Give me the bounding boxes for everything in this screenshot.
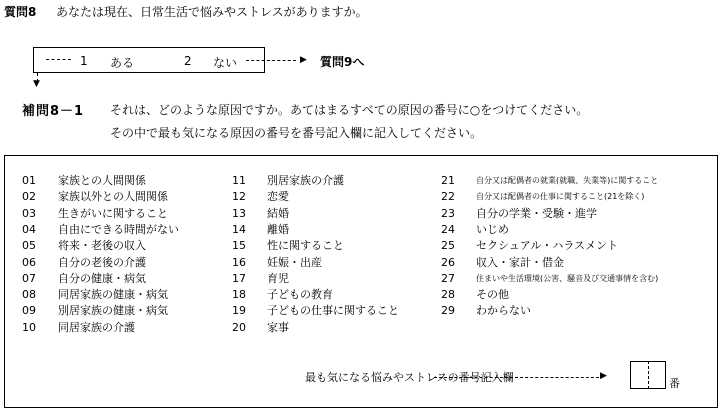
cause-label: 別居家族の介護 xyxy=(267,174,344,187)
arrow-right-icon: ▶ xyxy=(300,55,307,65)
goto-instruction: 質問9へ xyxy=(320,55,365,69)
dashed-connector xyxy=(434,377,599,378)
cause-label: 性に関すること xyxy=(267,239,344,253)
answer-1-label[interactable]: ある xyxy=(110,56,135,70)
cause-label: 自分の健康・病気 xyxy=(58,271,146,285)
cause-number: 22 xyxy=(441,190,455,204)
cause-label: 生きがいに関すること xyxy=(58,206,168,220)
cause-number: 23 xyxy=(441,206,455,220)
cause-label: 子どもの教育 xyxy=(267,288,333,302)
cause-number: 19 xyxy=(232,304,246,318)
sub-question-instruction: その中で最も気になる原因の番号を番号記入欄に記入してください。 xyxy=(110,126,483,140)
cause-number: 09 xyxy=(22,304,36,318)
cause-number: 04 xyxy=(22,222,36,236)
cause-label: わからない xyxy=(476,304,531,318)
cause-label: 自分又は配偶者の仕事に関すること(21を除く) xyxy=(476,192,645,202)
answer-1-number[interactable]: 1 xyxy=(80,54,88,68)
cause-label: 将来・老後の収入 xyxy=(58,239,146,253)
cause-number: 06 xyxy=(22,255,36,269)
cause-label: 家事 xyxy=(267,320,289,334)
cause-number: 10 xyxy=(22,320,36,334)
cause-number: 14 xyxy=(232,222,246,236)
cause-number: 18 xyxy=(232,288,246,302)
arrow-right-icon: ▶ xyxy=(600,371,607,381)
cause-number: 07 xyxy=(22,271,36,285)
cause-number: 13 xyxy=(232,206,246,220)
cause-label: 育児 xyxy=(267,271,289,285)
cause-label: 同居家族の介護 xyxy=(58,320,135,334)
entry-field-divider xyxy=(648,361,649,389)
sub-question-number: 補問8－1 xyxy=(22,104,85,119)
entry-unit-label: 番 xyxy=(669,377,680,390)
cause-number: 01 xyxy=(22,174,36,187)
dashed-connector xyxy=(246,60,296,61)
arrow-down-icon: ▼ xyxy=(33,79,40,89)
cause-label: セクシュアル・ハラスメント xyxy=(476,239,619,253)
cause-label: 同居家族の健康・病気 xyxy=(58,288,168,302)
cause-number: 16 xyxy=(232,255,246,269)
cause-label: 家族以外との人間関係 xyxy=(58,190,168,204)
cause-number: 02 xyxy=(22,190,36,204)
sub-question-text: それは、どのような原因ですか。あてはまるすべての原因の番号に○をつけてください。 xyxy=(110,103,589,117)
cause-number: 24 xyxy=(441,222,455,236)
cause-label: 妊娠・出産 xyxy=(267,255,322,269)
cause-label: 子どもの仕事に関すること xyxy=(267,304,399,318)
cause-label: 別居家族の健康・病気 xyxy=(58,304,168,318)
cause-number: 27 xyxy=(441,271,455,285)
cause-label: 住まいや生活環境(公害、騒音及び交通事情を含む) xyxy=(476,273,659,283)
cause-label: 自分の学業・受験・進学 xyxy=(476,206,597,220)
cause-number: 26 xyxy=(441,255,455,269)
cause-number: 28 xyxy=(441,288,455,302)
cause-number: 17 xyxy=(232,271,246,285)
cause-label: 自分又は配偶者の就業(就職、失業等)に関すること xyxy=(476,176,659,185)
cause-number: 11 xyxy=(232,174,246,187)
cause-label: 家族との人間関係 xyxy=(58,174,146,187)
cause-label: 離婚 xyxy=(267,222,289,236)
cause-number: 15 xyxy=(232,239,246,253)
cause-label: 収入・家計・借金 xyxy=(476,255,564,269)
cause-number: 05 xyxy=(22,239,36,253)
dashed-connector xyxy=(46,59,71,60)
entry-field-label: 最も気になる悩みやストレスの番号記入欄 xyxy=(305,371,514,384)
cause-label: いじめ xyxy=(476,222,509,236)
cause-label: 恋愛 xyxy=(267,190,289,204)
cause-number: 25 xyxy=(441,239,455,253)
cause-label: 自分の老後の介護 xyxy=(58,255,146,269)
question-number: 質問8 xyxy=(4,5,37,19)
cause-number: 12 xyxy=(232,190,246,204)
cause-number: 08 xyxy=(22,288,36,302)
cause-label: 自由にできる時間がない xyxy=(58,222,179,236)
answer-2-label[interactable]: ない xyxy=(213,56,238,70)
cause-number: 20 xyxy=(232,320,246,334)
cause-number: 03 xyxy=(22,206,36,220)
cause-number: 21 xyxy=(441,174,455,187)
cause-label: その他 xyxy=(476,288,509,302)
cause-number: 29 xyxy=(441,304,455,318)
cause-label: 結婚 xyxy=(267,206,289,220)
answer-2-number[interactable]: 2 xyxy=(184,54,192,68)
question-text: あなたは現在、日常生活で悩みやストレスがありますか。 xyxy=(56,5,368,19)
